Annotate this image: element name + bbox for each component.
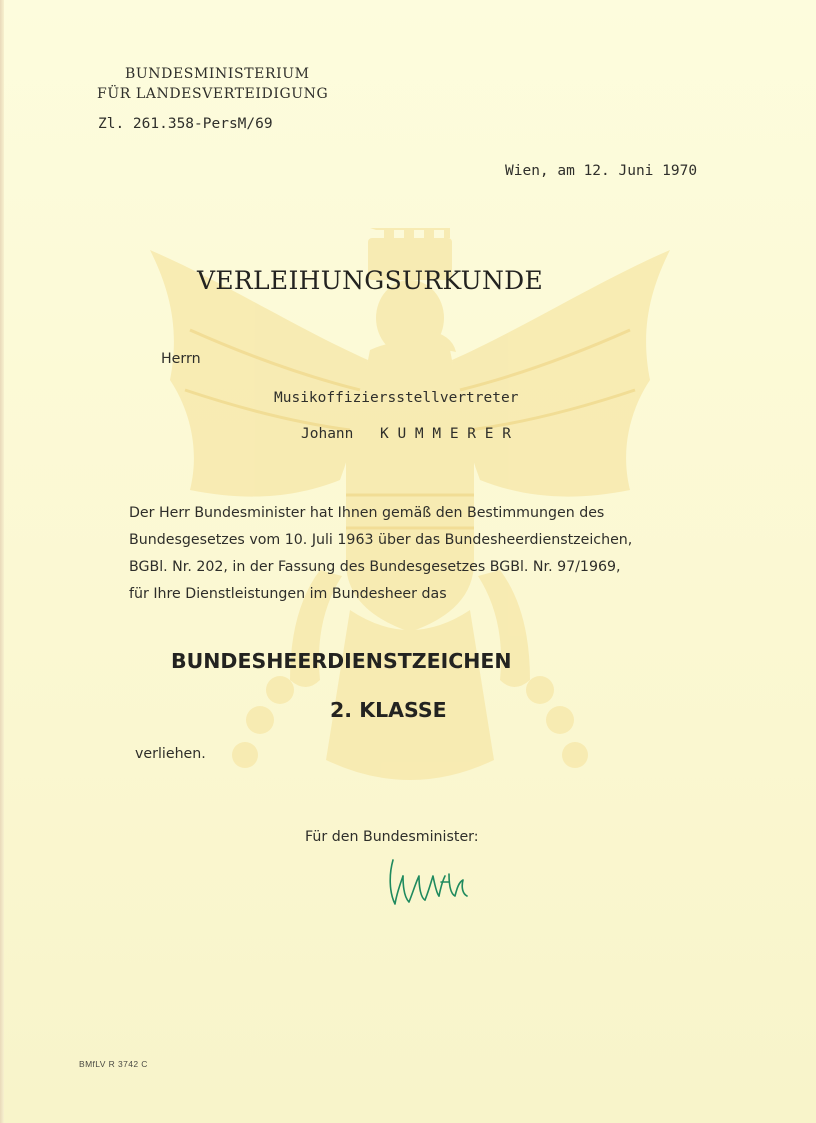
recipient-rank: Musikoffiziersstellvertreter	[274, 390, 519, 406]
body-line: BGBl. Nr. 202, in der Fassung des Bundesgesetzes BGBl. Nr. 97/1969,	[129, 559, 621, 575]
ministry-name-line1: BUNDESMINISTERIUM	[125, 66, 310, 82]
recipient-first-name: Johann	[301, 426, 354, 442]
award-name: BUNDESHEERDIENSTZEICHEN	[171, 649, 512, 673]
signatory-line: Für den Bundesminister:	[305, 829, 479, 845]
reference-number: Zl. 261.358-PersM/69	[98, 116, 273, 132]
salutation: Herrn	[161, 351, 201, 367]
body-line: Der Herr Bundesminister hat Ihnen gemäß den Bestimmungen des	[129, 505, 605, 521]
award-class: 2. KLASSE	[330, 698, 447, 722]
handwritten-signature	[383, 852, 473, 922]
ministry-name-line2: FÜR LANDESVERTEIDIGUNG	[97, 86, 329, 102]
recipient-last-name: K U M M E R E R	[380, 426, 511, 442]
paper-edge	[0, 0, 4, 1123]
date-line: Wien, am 12. Juni 1970	[505, 163, 698, 179]
form-number: BMfLV R 3742 C	[79, 1059, 148, 1069]
certificate-title: VERLEIHUNGSURKUNDE	[197, 266, 544, 295]
closing-word: verliehen.	[135, 746, 206, 762]
body-line: für Ihre Dienstleistungen im Bundesheer das	[129, 586, 447, 602]
body-line: Bundesgesetzes vom 10. Juli 1963 über das Bundesheerdienstzeichen,	[129, 532, 633, 548]
